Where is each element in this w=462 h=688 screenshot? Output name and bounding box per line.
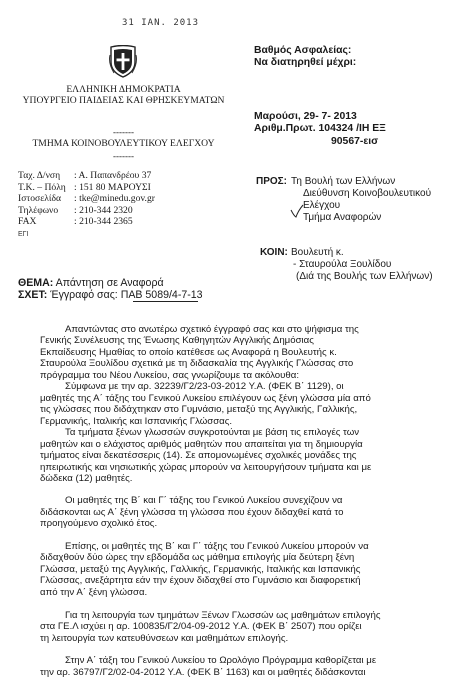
separator-dashes: ------- — [113, 127, 134, 137]
body-line: μαθητές της Α΄ τάξης του Γενικού Λυκείου επιλέγουν ως ξένη γλώσσα μία από — [40, 393, 371, 404]
country-name: ΕΛΛΗΝΙΚΗ ΔΗΜΟΚΡΑΤΙΑ — [66, 84, 181, 95]
body-line: Για τη λειτουργία των τμημάτων Ξένων Γλωσσών ως μαθημάτων επιλογής — [65, 610, 381, 621]
body-line: ηπειρωτικής και νησιωτικής χώρας μπορούν να λειτουργήσουν τμήματα και με — [40, 462, 372, 473]
contact-address: Ταχ. Δ/νση : Α. Παπανδρέου 37 — [18, 170, 152, 181]
body-line: τις γλώσσες που διδάχτηκαν στο Γυμνάσιο, μεταξύ της Αγγλικής, Γαλλικής, — [40, 404, 358, 415]
to-line-1: Τη Βουλή των Ελλήνων — [291, 176, 396, 187]
ef-code: ΕΓΙ — [18, 231, 29, 238]
body-line: τμήματος είναι δεκατέσσερις (14). Σε απομονωμένες σχολικές μονάδες της — [40, 450, 357, 461]
department-name: ΤΜΗΜΑ ΚΟΙΝΟΒΟΥΛΕΥΤΙΚΟΥ ΕΛΕΓΧΟΥ — [32, 138, 215, 149]
security-level-label: Βαθμός Ασφαλείας: — [254, 45, 352, 56]
subject-label: ΘΕΜΑ: — [18, 277, 54, 289]
to-line-2: Διεύθυνση Κοινοβουλευτικού — [303, 188, 432, 199]
body-line: διδάσκονται ως Α΄ ξένη γλώσσα τη γλώσσα που έχουν διδαχθεί κατά το — [40, 507, 344, 518]
body-line: Οι μαθητές της Β΄ και Γ΄ τάξης του Γενικού Λυκείου συνεχίζουν να — [65, 495, 343, 506]
to-label: ΠΡΟΣ: — [256, 176, 288, 187]
body-line: Εκπαίδευσης Ημαθίας το οποίο κατέθεσε ως Αναφορά η Βουλευτής κ. — [40, 347, 337, 358]
body-line: Γενικής Συνέλευσης της Ένωσης Καθηγητών Αγγλικής Δημόσιας — [40, 335, 314, 346]
body-line: δώδεκα (12) μαθητές. — [40, 473, 133, 484]
body-line: Σταυρούλα Ξουλίδου σχετικά με τη διδασκαλία της Αγγλικής Γλώσσας στο — [40, 358, 354, 369]
security-level-block — [254, 45, 356, 70]
reference-label: ΣΧΕΤ: — [18, 289, 48, 301]
cc-label: ΚΟΙΝ: — [260, 247, 288, 258]
reference-line — [18, 289, 203, 301]
incoming-protocol-number: 90567-εισ — [331, 136, 379, 147]
to-line-3: Ελέγχου — [303, 200, 341, 211]
received-stamp-date: 31 ΙΑΝ. 2013 — [122, 18, 200, 28]
contact-fax: FAX : 210-344 2365 — [18, 216, 133, 228]
body-line: πρόγραμμα του Νέου Λυκείου, σας γνωρίζουμε τα ακόλουθα: — [40, 370, 300, 381]
body-line: στα ΓΕ.Λ ισχύει η αρ. 100835/Γ2/04-09-2012 Υ.Α. (ΦΕΚ Β΄ 2507) που ορίζει — [40, 621, 362, 632]
contact-phone: Τηλέφωνο : 210-344 2320 — [18, 204, 133, 216]
contact-block — [18, 170, 155, 228]
ministry-header — [13, 84, 234, 106]
greek-emblem-icon — [108, 45, 138, 79]
handwritten-tick-mark-icon — [290, 204, 304, 218]
body-line: Επίσης, οι μαθητές της Β΄ και Γ΄ τάξης του Γενικού Λυκείου μπορούν να — [65, 541, 369, 552]
ministry-name: ΥΠΟΥΡΓΕΙΟ ΠΑΙΔΕΙΑΣ ΚΑΙ ΘΡΗΣΚΕΥΜΑΤΩΝ — [22, 95, 225, 106]
retention-label: Να διατηρηθεί μέχρι: — [254, 57, 357, 69]
contact-postcode: Τ.Κ. – Πόλη : 151 80 ΜΑΡΟΥΣΙ — [18, 181, 151, 193]
body-line: Απαντώντας στο ανωτέρω σχετικό έγγραφό σας και στο ψήφισμα της — [65, 324, 359, 335]
reference-text: Έγγραφό σας: ΠΑΒ 5089/4-7-13 — [50, 289, 203, 301]
body-line: Γλώσσας, ανεξάρτητα εάν την έχουν διδαχθεί στο Γυμνάσιο και διαφορετική — [40, 575, 361, 586]
body-line: από την Α΄ ξένη γλώσσα. — [40, 587, 148, 598]
body-line: Τα τμήματα ξένων γλωσσών συγκροτούνται με βάση τις επιλογές των — [65, 427, 360, 438]
body-line: Γλώσσα, μεταξύ της Αγγλικής, Γαλλικής, Γερμανικής, Ιταλικής και Ισπανικής — [40, 564, 361, 575]
cc-line-2: - Σταυρούλα Ξουλίδου — [293, 259, 392, 270]
cc-line-3: (Διά της Βουλής των Ελλήνων) — [296, 271, 433, 282]
body-line: Σύμφωνα με την αρ. 32239/Γ2/23-03-2012 Υ.Α. (ΦΕΚ Β΄ 1129), οι — [65, 381, 344, 392]
subject-text: Απάντηση σε Αναφορά — [55, 277, 164, 289]
cc-line-1: Βουλευτή κ. — [291, 247, 344, 258]
contact-website: Ιστοσελίδα : tke@minedu.gov.gr — [18, 193, 155, 205]
body-line: διδαχθούν δύο ώρες την εβδομάδα ως μάθημα επιλογής μία δεύτερη ξένη — [40, 552, 355, 563]
protocol-number: Αριθμ.Πρωτ. 104324 /ΙΗ ΕΞ — [254, 123, 386, 134]
reference-underline — [133, 301, 198, 302]
body-line: Γερμανικής, Ιταλικής και Ισπανικής Γλώσσας. — [40, 416, 233, 427]
body-line: την αρ. 36797/Γ2/02-04-2012 Υ.Α. (ΦΕΚ Β΄ 1163) και οι μαθητές διδάσκονται — [40, 667, 366, 678]
body-line: τη λειτουργία των κατευθύνσεων και μαθημάτων επιλογής. — [40, 633, 289, 644]
place-date: Μαρούσι, 29- 7- 2013 — [254, 111, 357, 122]
body-line: Στην Α΄ τάξη του Γενικού Λυκείου το Ωρολόγιο Πρόγραμμα καθορίζεται με — [65, 655, 377, 666]
to-line-4: Τμήμα Αναφορών — [303, 212, 382, 223]
subject-line — [18, 277, 164, 289]
body-line: μαθητών και ο ελάχιστος αριθμός μαθητών που απαιτείται για τη δημιουργία — [40, 439, 363, 450]
body-line: προηγούμενο σχολικό έτος. — [40, 518, 158, 529]
separator-dashes-2: ------- — [113, 151, 134, 161]
